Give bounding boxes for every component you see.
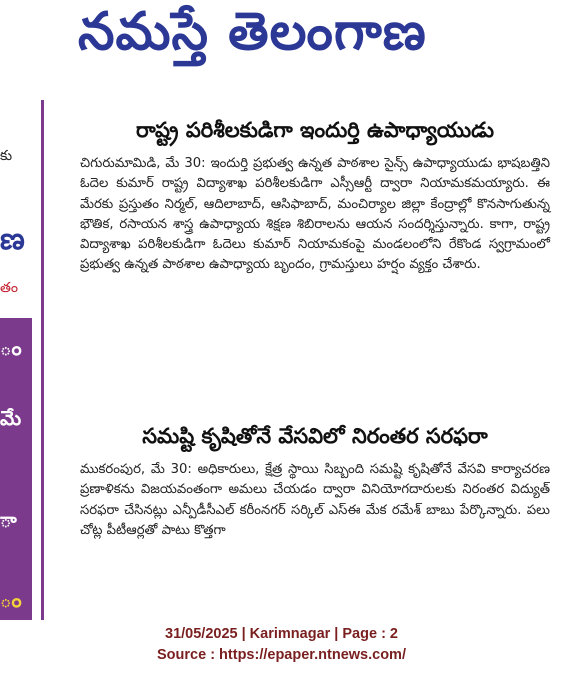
- adjacent-column-fragment: [0, 100, 40, 620]
- article-body: చిగురుమామిడి, మే 30: ఇందుర్తి ప్రభుత్వ ఉన్నత పాఠశాల సైన్స్ ఉపాధ్యాయుడు భాషబత్తిని ఓదెల కుమార్ రాష్ట్ర విద్యాశాఖ పరిశీలకుడిగా ఎస్సీఆర్టీ ద్వారా నియామకమయ్యారు. ఈ మేరకు ప్రస్తుతం నిర్మల్, ఆదిలాబాద్, ఆసిఫాబాద్, మంచిర్యాల జిల్లా కేంద్రాల్లో కొనసాగుతున్న భౌతిక, రసాయన శాస్త్ర ఉపాధ్యాయ శిక్షణ శిబిరాలను ఆయన సందర్శిస్తున్నారు. కాగా, రాష్ట్ర విద్యాశాఖ పరిశీలకుడిగా ఓదెలు కుమార్ నియామకంపై మండలంలోని రేకొండ స్వగ్రామంలో ప్రభుత్వ ఉన్నత పాఠశాల ఉపాధ్యాయ బృందం, గ్రామస్తులు హర్షం వ్యక్తం చేశారు.: [80, 156, 550, 273]
- panel-item: ా: [0, 508, 17, 532]
- panel-item: ం: [0, 588, 22, 612]
- page-footer: [0, 624, 563, 666]
- edition-info: 31/05/2025 | Karimnagar | Page : 2: [165, 626, 398, 642]
- adjacent-red-snippet: తం: [0, 280, 18, 296]
- newspaper-title: నమస్తే తెలంగాణ: [78, 2, 427, 62]
- article-body: ముకరంపుర, మే 30: అధికారులు, క్షేత్ర స్థాయి సిబ్బంది సమష్టి కృషితోనే వేసవి కార్యాచరణ ప్రణాళికను విజయవంతంగా అమలు చేయడం ద్వారా వినియోగదారులకు నిరంతర విద్యుత్ సరఫరా చేసినట్లు ఎన్పీడీసీఎల్ కరీంనగర్ సర్కిల్ ఎస్ఈ మేక రమేశ్ బాబు పేర్కొన్నారు. పలు చోట్ల పీటీఆర్లతో పాటు కొత్తగా: [80, 462, 550, 538]
- source-link[interactable]: Source : https://epaper.ntnews.com/: [157, 647, 406, 663]
- article: [80, 118, 550, 276]
- article-headline: రాష్ట్ర పరిశీలకుడిగా ఇందుర్తి ఉపాధ్యాయుడు: [136, 118, 494, 142]
- adjacent-snippet: కు: [0, 148, 13, 164]
- panel-item: ం: [0, 336, 22, 360]
- article: [80, 424, 550, 610]
- article-headline: సమష్టి కృషితోనే వేసవిలో నిరంతర సరఫరా: [142, 424, 488, 448]
- masthead: [0, 0, 563, 90]
- column-divider: [41, 100, 44, 620]
- adjacent-purple-panel: [0, 318, 32, 620]
- panel-item: మే: [0, 406, 22, 430]
- adjacent-logo-fragment: ణ: [0, 222, 25, 257]
